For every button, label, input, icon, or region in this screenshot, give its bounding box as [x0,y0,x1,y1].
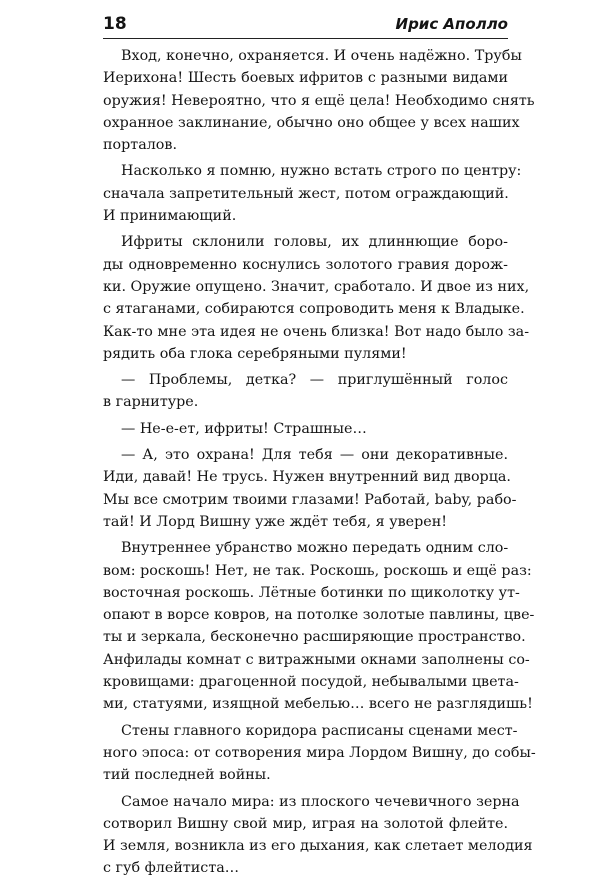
text-line: порталов. [103,137,178,154]
text-line: Самое начало мира: из плоского чечевичного зерна [121,793,520,810]
text-line: — Не-е-ет, ифриты! Страшные… [121,420,367,437]
text-line: И принимающий. [103,208,237,225]
text-line: Стены главного коридора расписаны сценами мест- [121,722,518,739]
text-line: оружия! Невероятно, что я ещё цела! Необходимо снять [103,92,535,109]
text-line: с губ флейтиста… [103,860,240,877]
text-line: сначала запретительный жест, потом ограждающий. [103,185,509,202]
text-line: — А, это охрана! Для тебя — они декоративные. [121,447,508,464]
text-line: вом: роскошь! Нет, не так. Роскошь, роскошь и ещё раз: [103,562,532,579]
page-header [103,10,508,39]
text-line: опают в ворсе ковров, на потолке золотые павлины, цве- [103,607,535,624]
text-line: восточная роскошь. Лётные ботинки по щиколотку ут- [103,584,520,601]
text-line: тий последней войны. [103,767,271,784]
text-line: ды одновременно коснулись золотого гравия дорож- [103,256,508,273]
text-line: с ятаганами, собираются сопроводить меня к Владыке. [103,301,525,318]
text-line: Внутреннее убранство можно передать одним сло- [121,540,509,557]
text-line: Анфилады комнат с витражными окнами заполнены со- [103,651,530,668]
paragraph [103,720,536,787]
text-line: ного эпоса: от сотворения мира Лордом Вишну, до собы- [103,744,536,761]
paragraph [103,160,522,227]
text-line: охранное заклинание, обычно оно общее у всех наших [103,114,520,131]
page-number: 18 [103,14,127,34]
paragraph [103,537,535,715]
text-line: рядить оба глока серебряными пулями! [103,345,407,362]
text-line: Насколько я помню, нужно встать строго по центру: [121,163,522,180]
paragraph [103,418,508,440]
paragraph [103,444,517,533]
text-line: в гарнитуре. [103,394,199,411]
paragraph [103,231,530,365]
text-line: Иерихона! Шесть боевых ифритов с разными видами [103,70,508,87]
text-line: сотворил Вишну свой мир, играя на золотой флейте. [103,815,508,832]
paragraph [103,791,533,880]
body-text [103,45,536,884]
text-line: — Проблемы, детка? — приглушённый голос [121,372,508,389]
text-line: Иди, давай! Не трусь. Нужен внутренний вид дворца. [103,469,511,486]
text-line: Как-то мне эта идея не очень близка! Вот надо было за- [103,323,530,340]
running-head-author: Ирис Аполло [395,15,508,33]
text-line: И земля, возникла из его дыхания, как слетает мелодия [103,838,533,855]
text-line: ты и зеркала, бесконечно расширяющие пространство. [103,629,526,646]
text-line: тай! И Лорд Вишну уже ждёт тебя, я уверен! [103,513,448,530]
text-line: Мы все смотрим твоими глазами! Работай, baby, рабо- [103,491,517,508]
text-line: кровищами: драгоценной посудой, небывалыми цвета- [103,674,519,691]
paragraph [103,369,508,414]
text-line: Ифриты склонили головы, их длиннющие боро- [121,234,508,251]
text-line: Вход, конечно, охраняется. И очень надёжно. Трубы [121,48,522,64]
text-line: ки. Оружие опущено. Значит, сработало. И двое из них, [103,278,530,295]
paragraph [103,45,535,156]
text-line: ми, статуями, изящной мебелью… всего не разглядишь! [103,696,533,713]
